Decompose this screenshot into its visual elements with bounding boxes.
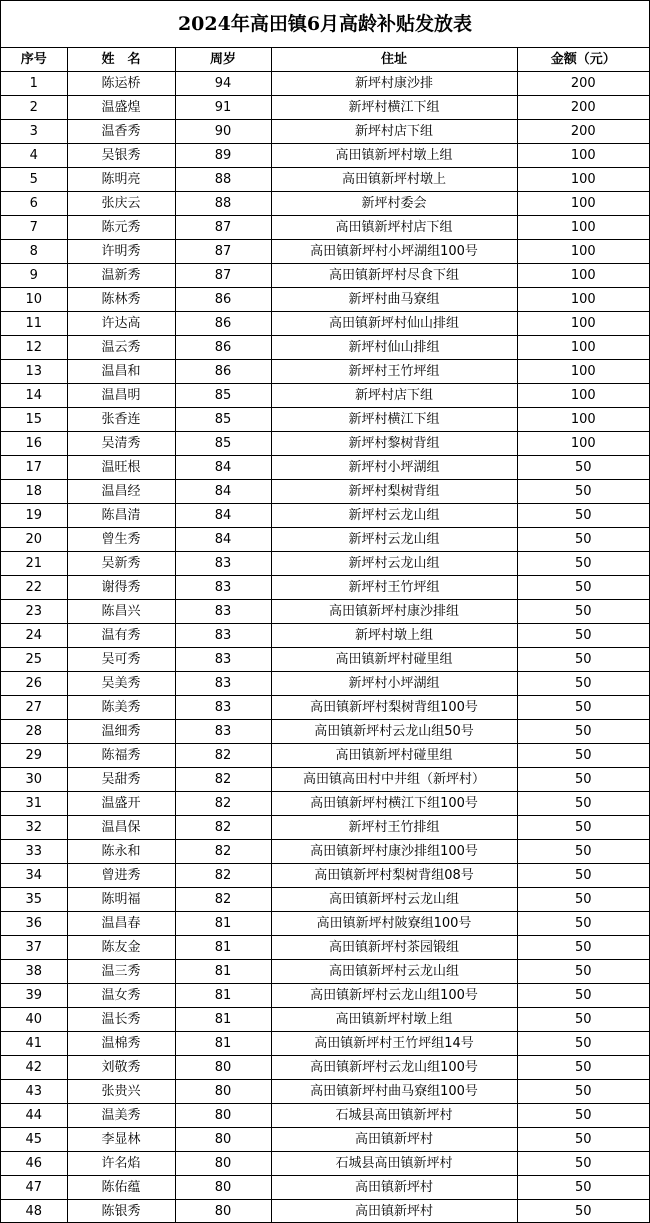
- table-row: [1, 552, 649, 576]
- cell-index: 4: [1, 144, 67, 168]
- table-row: [1, 1176, 649, 1200]
- cell-name: 温昌保: [67, 816, 175, 840]
- cell-name: 张贵兴: [67, 1080, 175, 1104]
- cell-address: 新坪村店下组: [271, 384, 517, 408]
- cell-age: 84: [175, 480, 271, 504]
- cell-index: 47: [1, 1176, 67, 1200]
- cell-index: 14: [1, 384, 67, 408]
- cell-address: 新坪村王竹排组: [271, 816, 517, 840]
- cell-amount: 50: [517, 696, 649, 720]
- table-row: [1, 624, 649, 648]
- cell-name: 温昌和: [67, 360, 175, 384]
- cell-amount: 50: [517, 528, 649, 552]
- cell-address: 新坪村小坪湖组: [271, 672, 517, 696]
- cell-name: 温三秀: [67, 960, 175, 984]
- cell-name: 陈元秀: [67, 216, 175, 240]
- cell-name: 吴甜秀: [67, 768, 175, 792]
- table-row: [1, 864, 649, 888]
- cell-address: 高田镇新坪村曲马寮组100号: [271, 1080, 517, 1104]
- cell-index: 12: [1, 336, 67, 360]
- cell-age: 88: [175, 192, 271, 216]
- cell-amount: 50: [517, 624, 649, 648]
- cell-index: 8: [1, 240, 67, 264]
- cell-age: 82: [175, 744, 271, 768]
- cell-name: 温美秀: [67, 1104, 175, 1128]
- cell-amount: 50: [517, 792, 649, 816]
- cell-address: 新坪村店下组: [271, 120, 517, 144]
- cell-age: 85: [175, 384, 271, 408]
- cell-age: 83: [175, 672, 271, 696]
- cell-name: 陈昌清: [67, 504, 175, 528]
- cell-index: 21: [1, 552, 67, 576]
- cell-index: 35: [1, 888, 67, 912]
- table-row: [1, 1032, 649, 1056]
- table-row: [1, 120, 649, 144]
- cell-name: 吴美秀: [67, 672, 175, 696]
- table-row: [1, 264, 649, 288]
- table-row: [1, 840, 649, 864]
- table-body: [1, 72, 649, 1223]
- cell-address: 高田镇新坪村陂寮组100号: [271, 912, 517, 936]
- cell-index: 44: [1, 1104, 67, 1128]
- cell-amount: 100: [517, 384, 649, 408]
- cell-address: 新坪村横江下组: [271, 408, 517, 432]
- cell-name: 许达高: [67, 312, 175, 336]
- cell-amount: 100: [517, 336, 649, 360]
- table-row: [1, 1200, 649, 1223]
- cell-age: 83: [175, 552, 271, 576]
- cell-age: 81: [175, 1032, 271, 1056]
- cell-name: 陈林秀: [67, 288, 175, 312]
- cell-age: 80: [175, 1104, 271, 1128]
- cell-amount: 50: [517, 1200, 649, 1223]
- cell-name: 谢得秀: [67, 576, 175, 600]
- table-row: [1, 984, 649, 1008]
- cell-name: 李显林: [67, 1128, 175, 1152]
- table-row: [1, 480, 649, 504]
- cell-amount: 50: [517, 1008, 649, 1032]
- cell-age: 87: [175, 240, 271, 264]
- cell-index: 18: [1, 480, 67, 504]
- cell-address: 高田镇新坪村墩上: [271, 168, 517, 192]
- cell-address: 高田镇新坪村墩上组: [271, 144, 517, 168]
- table-row: [1, 768, 649, 792]
- table-row: [1, 672, 649, 696]
- cell-address: 石城县高田镇新坪村: [271, 1152, 517, 1176]
- cell-address: 新坪村曲马寮组: [271, 288, 517, 312]
- cell-age: 80: [175, 1056, 271, 1080]
- cell-name: 温长秀: [67, 1008, 175, 1032]
- cell-age: 83: [175, 648, 271, 672]
- table-row: [1, 384, 649, 408]
- cell-index: 34: [1, 864, 67, 888]
- table-row: [1, 360, 649, 384]
- table-row: [1, 744, 649, 768]
- cell-age: 86: [175, 336, 271, 360]
- cell-amount: 50: [517, 840, 649, 864]
- cell-age: 87: [175, 264, 271, 288]
- cell-name: 温昌明: [67, 384, 175, 408]
- cell-amount: 50: [517, 1056, 649, 1080]
- cell-address: 高田镇新坪村云龙山组100号: [271, 1056, 517, 1080]
- cell-age: 81: [175, 1008, 271, 1032]
- cell-amount: 50: [517, 456, 649, 480]
- cell-index: 30: [1, 768, 67, 792]
- table-row: [1, 504, 649, 528]
- cell-age: 80: [175, 1080, 271, 1104]
- cell-address: 高田镇新坪村王竹坪组14号: [271, 1032, 517, 1056]
- table-row: [1, 456, 649, 480]
- cell-age: 81: [175, 960, 271, 984]
- cell-address: 高田镇新坪村康沙排组: [271, 600, 517, 624]
- cell-amount: 50: [517, 1176, 649, 1200]
- table-row: [1, 648, 649, 672]
- cell-address: 新坪村云龙山组: [271, 552, 517, 576]
- cell-age: 82: [175, 864, 271, 888]
- cell-amount: 100: [517, 144, 649, 168]
- cell-index: 3: [1, 120, 67, 144]
- header-index: 序号: [1, 48, 67, 72]
- cell-index: 43: [1, 1080, 67, 1104]
- cell-amount: 100: [517, 240, 649, 264]
- table-row: [1, 528, 649, 552]
- cell-age: 88: [175, 168, 271, 192]
- cell-amount: 50: [517, 984, 649, 1008]
- table-row: [1, 1008, 649, 1032]
- cell-amount: 100: [517, 264, 649, 288]
- cell-amount: 100: [517, 192, 649, 216]
- cell-address: 新坪村王竹坪组: [271, 360, 517, 384]
- cell-age: 80: [175, 1152, 271, 1176]
- cell-index: 37: [1, 936, 67, 960]
- header-address: 住址: [271, 48, 517, 72]
- cell-index: 38: [1, 960, 67, 984]
- table-row: [1, 888, 649, 912]
- table-row: [1, 1104, 649, 1128]
- cell-name: 许名焰: [67, 1152, 175, 1176]
- cell-age: 87: [175, 216, 271, 240]
- cell-amount: 100: [517, 216, 649, 240]
- cell-index: 15: [1, 408, 67, 432]
- cell-age: 86: [175, 360, 271, 384]
- table-row: [1, 216, 649, 240]
- cell-age: 82: [175, 768, 271, 792]
- cell-index: 10: [1, 288, 67, 312]
- cell-index: 23: [1, 600, 67, 624]
- cell-age: 81: [175, 912, 271, 936]
- cell-index: 6: [1, 192, 67, 216]
- cell-age: 86: [175, 288, 271, 312]
- table-row: [1, 912, 649, 936]
- cell-age: 83: [175, 624, 271, 648]
- cell-index: 13: [1, 360, 67, 384]
- cell-amount: 50: [517, 936, 649, 960]
- cell-address: 高田镇新坪村仙山排组: [271, 312, 517, 336]
- cell-amount: 50: [517, 480, 649, 504]
- cell-amount: 100: [517, 360, 649, 384]
- cell-index: 31: [1, 792, 67, 816]
- cell-index: 25: [1, 648, 67, 672]
- table-row: [1, 600, 649, 624]
- cell-address: 高田镇新坪村尽食下组: [271, 264, 517, 288]
- cell-age: 94: [175, 72, 271, 96]
- cell-address: 高田镇新坪村碰里组: [271, 648, 517, 672]
- cell-name: 陈明亮: [67, 168, 175, 192]
- cell-index: 48: [1, 1200, 67, 1223]
- cell-name: 温新秀: [67, 264, 175, 288]
- cell-amount: 50: [517, 864, 649, 888]
- cell-address: 高田镇新坪村茶园锻组: [271, 936, 517, 960]
- cell-index: 41: [1, 1032, 67, 1056]
- cell-index: 45: [1, 1128, 67, 1152]
- cell-name: 吴银秀: [67, 144, 175, 168]
- cell-address: 新坪村仙山排组: [271, 336, 517, 360]
- cell-name: 许明秀: [67, 240, 175, 264]
- cell-index: 16: [1, 432, 67, 456]
- table-row: [1, 720, 649, 744]
- cell-amount: 100: [517, 432, 649, 456]
- cell-age: 84: [175, 456, 271, 480]
- cell-amount: 50: [517, 648, 649, 672]
- cell-amount: 200: [517, 120, 649, 144]
- cell-index: 22: [1, 576, 67, 600]
- cell-name: 温棉秀: [67, 1032, 175, 1056]
- cell-name: 陈友金: [67, 936, 175, 960]
- cell-age: 82: [175, 888, 271, 912]
- cell-index: 9: [1, 264, 67, 288]
- cell-amount: 50: [517, 1032, 649, 1056]
- cell-amount: 50: [517, 888, 649, 912]
- table-row: [1, 72, 649, 96]
- cell-age: 84: [175, 528, 271, 552]
- cell-index: 11: [1, 312, 67, 336]
- cell-age: 90: [175, 120, 271, 144]
- table-row: [1, 696, 649, 720]
- cell-name: 温香秀: [67, 120, 175, 144]
- cell-amount: 100: [517, 312, 649, 336]
- cell-index: 40: [1, 1008, 67, 1032]
- cell-age: 81: [175, 936, 271, 960]
- table-row: [1, 1080, 649, 1104]
- cell-name: 吴新秀: [67, 552, 175, 576]
- header-name: 姓 名: [67, 48, 175, 72]
- cell-address: 新坪村横江下组: [271, 96, 517, 120]
- cell-index: 28: [1, 720, 67, 744]
- cell-name: 陈运桥: [67, 72, 175, 96]
- cell-address: 新坪村墩上组: [271, 624, 517, 648]
- cell-address: 新坪村梨树背组: [271, 480, 517, 504]
- cell-name: 曾进秀: [67, 864, 175, 888]
- cell-amount: 50: [517, 768, 649, 792]
- cell-address: 高田镇新坪村康沙排组100号: [271, 840, 517, 864]
- cell-amount: 50: [517, 672, 649, 696]
- cell-name: 温盛开: [67, 792, 175, 816]
- cell-index: 36: [1, 912, 67, 936]
- cell-index: 19: [1, 504, 67, 528]
- cell-amount: 50: [517, 744, 649, 768]
- cell-name: 陈银秀: [67, 1200, 175, 1223]
- cell-address: 高田镇新坪村云龙山组: [271, 888, 517, 912]
- cell-age: 84: [175, 504, 271, 528]
- cell-address: 高田镇新坪村墩上组: [271, 1008, 517, 1032]
- cell-address: 新坪村小坪湖组: [271, 456, 517, 480]
- cell-name: 温细秀: [67, 720, 175, 744]
- cell-age: 82: [175, 816, 271, 840]
- table-row: [1, 936, 649, 960]
- cell-index: 33: [1, 840, 67, 864]
- cell-index: 42: [1, 1056, 67, 1080]
- table-row: [1, 576, 649, 600]
- cell-age: 85: [175, 408, 271, 432]
- cell-amount: 50: [517, 1152, 649, 1176]
- sheet-title: 2024年高田镇6月高龄补贴发放表: [1, 1, 649, 48]
- table-row: [1, 960, 649, 984]
- cell-name: 温昌春: [67, 912, 175, 936]
- cell-amount: 50: [517, 1080, 649, 1104]
- cell-address: 高田镇新坪村云龙山组50号: [271, 720, 517, 744]
- cell-amount: 50: [517, 720, 649, 744]
- cell-name: 温盛煌: [67, 96, 175, 120]
- cell-age: 83: [175, 720, 271, 744]
- subsidy-table: [1, 48, 649, 1223]
- table-row: [1, 1128, 649, 1152]
- cell-age: 80: [175, 1200, 271, 1223]
- cell-age: 83: [175, 696, 271, 720]
- cell-amount: 100: [517, 288, 649, 312]
- table-row: [1, 432, 649, 456]
- cell-address: 高田镇新坪村横江下组100号: [271, 792, 517, 816]
- cell-address: 新坪村王竹坪组: [271, 576, 517, 600]
- cell-address: 新坪村云龙山组: [271, 528, 517, 552]
- header-age: 周岁: [175, 48, 271, 72]
- cell-amount: 100: [517, 408, 649, 432]
- cell-name: 刘敬秀: [67, 1056, 175, 1080]
- cell-name: 陈明福: [67, 888, 175, 912]
- cell-amount: 50: [517, 576, 649, 600]
- cell-age: 91: [175, 96, 271, 120]
- cell-name: 温有秀: [67, 624, 175, 648]
- cell-amount: 50: [517, 1128, 649, 1152]
- cell-address: 新坪村康沙排: [271, 72, 517, 96]
- header-amount: 金额（元）: [517, 48, 649, 72]
- table-row: [1, 408, 649, 432]
- cell-address: 高田镇新坪村小坪湖组100号: [271, 240, 517, 264]
- cell-name: 温旺根: [67, 456, 175, 480]
- cell-index: 29: [1, 744, 67, 768]
- cell-amount: 100: [517, 168, 649, 192]
- cell-index: 20: [1, 528, 67, 552]
- table-row: [1, 816, 649, 840]
- cell-age: 80: [175, 1176, 271, 1200]
- cell-age: 82: [175, 792, 271, 816]
- cell-age: 81: [175, 984, 271, 1008]
- cell-amount: 50: [517, 600, 649, 624]
- cell-address: 高田镇新坪村: [271, 1176, 517, 1200]
- cell-name: 陈福秀: [67, 744, 175, 768]
- cell-index: 26: [1, 672, 67, 696]
- cell-address: 高田镇新坪村云龙山组: [271, 960, 517, 984]
- table-row: [1, 96, 649, 120]
- table-row: [1, 192, 649, 216]
- cell-address: 新坪村黎树背组: [271, 432, 517, 456]
- table-row: [1, 1152, 649, 1176]
- cell-index: 1: [1, 72, 67, 96]
- cell-age: 80: [175, 1128, 271, 1152]
- table-row: [1, 1056, 649, 1080]
- cell-index: 5: [1, 168, 67, 192]
- cell-index: 27: [1, 696, 67, 720]
- cell-address: 高田镇高田村中井组（新坪村）: [271, 768, 517, 792]
- header-row: [1, 48, 649, 72]
- cell-age: 89: [175, 144, 271, 168]
- cell-address: 高田镇新坪村梨树背组08号: [271, 864, 517, 888]
- cell-name: 陈佑蕴: [67, 1176, 175, 1200]
- cell-address: 高田镇新坪村梨树背组100号: [271, 696, 517, 720]
- cell-name: 吴可秀: [67, 648, 175, 672]
- cell-age: 83: [175, 600, 271, 624]
- cell-index: 46: [1, 1152, 67, 1176]
- cell-amount: 200: [517, 72, 649, 96]
- cell-amount: 200: [517, 96, 649, 120]
- table-row: [1, 336, 649, 360]
- cell-amount: 50: [517, 1104, 649, 1128]
- cell-index: 2: [1, 96, 67, 120]
- cell-amount: 50: [517, 960, 649, 984]
- table-row: [1, 240, 649, 264]
- cell-amount: 50: [517, 504, 649, 528]
- cell-name: 陈永和: [67, 840, 175, 864]
- cell-address: 高田镇新坪村碰里组: [271, 744, 517, 768]
- cell-address: 高田镇新坪村: [271, 1200, 517, 1223]
- cell-address: 高田镇新坪村店下组: [271, 216, 517, 240]
- cell-name: 张庆云: [67, 192, 175, 216]
- cell-age: 82: [175, 840, 271, 864]
- cell-amount: 50: [517, 552, 649, 576]
- cell-address: 新坪村委会: [271, 192, 517, 216]
- cell-amount: 50: [517, 816, 649, 840]
- cell-name: 曾生秀: [67, 528, 175, 552]
- cell-address: 高田镇新坪村: [271, 1128, 517, 1152]
- table-row: [1, 168, 649, 192]
- cell-name: 张香连: [67, 408, 175, 432]
- cell-age: 85: [175, 432, 271, 456]
- cell-age: 86: [175, 312, 271, 336]
- table-row: [1, 144, 649, 168]
- cell-name: 温昌经: [67, 480, 175, 504]
- cell-name: 吴清秀: [67, 432, 175, 456]
- cell-name: 温女秀: [67, 984, 175, 1008]
- cell-index: 7: [1, 216, 67, 240]
- cell-index: 24: [1, 624, 67, 648]
- cell-index: 32: [1, 816, 67, 840]
- cell-address: 石城县高田镇新坪村: [271, 1104, 517, 1128]
- cell-name: 陈昌兴: [67, 600, 175, 624]
- cell-name: 陈美秀: [67, 696, 175, 720]
- table-row: [1, 792, 649, 816]
- table-row: [1, 288, 649, 312]
- cell-address: 高田镇新坪村云龙山组100号: [271, 984, 517, 1008]
- cell-index: 39: [1, 984, 67, 1008]
- cell-amount: 50: [517, 912, 649, 936]
- table-row: [1, 312, 649, 336]
- cell-name: 温云秀: [67, 336, 175, 360]
- cell-address: 新坪村云龙山组: [271, 504, 517, 528]
- cell-index: 17: [1, 456, 67, 480]
- cell-age: 83: [175, 576, 271, 600]
